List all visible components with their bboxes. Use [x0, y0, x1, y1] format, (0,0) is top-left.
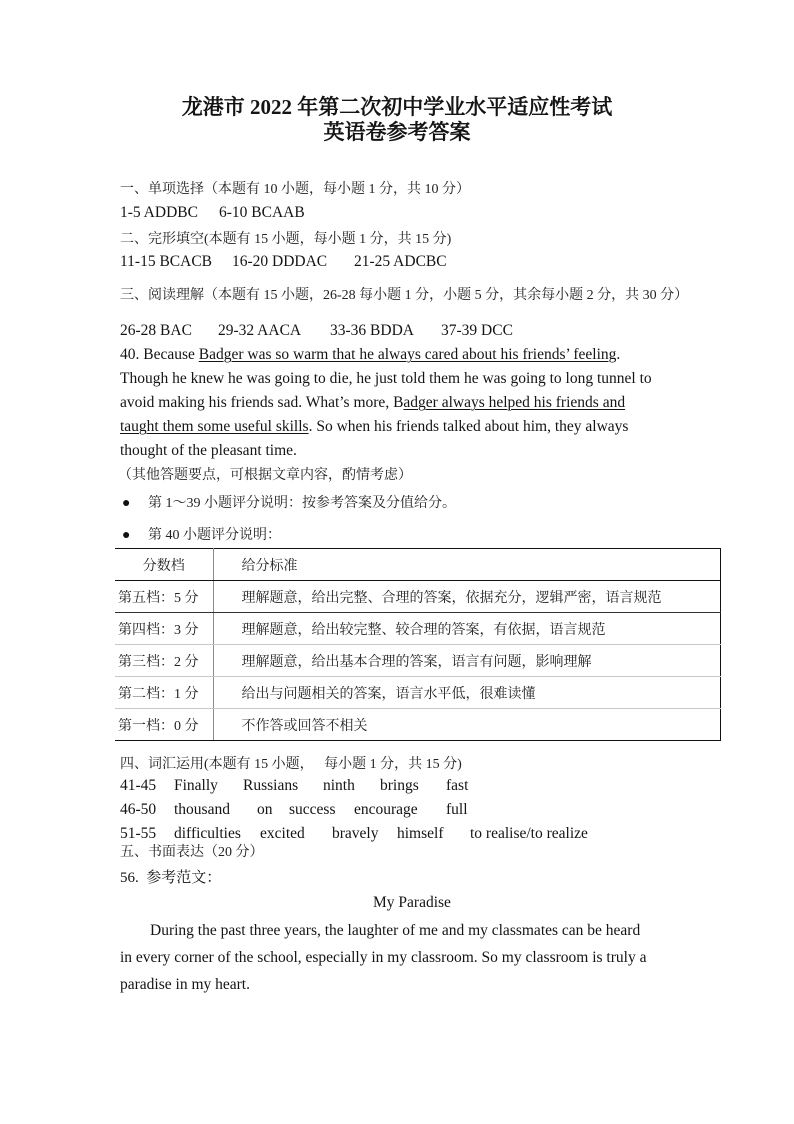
document-subtitle: 英语卷参考答案: [323, 120, 471, 144]
answer-word: himself: [397, 825, 444, 842]
q40-line: [120, 415, 680, 439]
q40-key-point: taught them some useful skills: [120, 418, 309, 435]
scoring-rubric-table: [115, 548, 721, 741]
bullet-icon: ●: [122, 528, 131, 543]
question-range: 46-50: [120, 801, 157, 818]
q40-line: thought of the pleasant time.: [120, 442, 297, 459]
answer-word: full: [446, 801, 468, 818]
score-level: 第三档：2 分: [115, 645, 213, 677]
q40-text: .: [616, 346, 621, 363]
answer-word: bravely: [332, 825, 379, 842]
score-criteria: 理解题意，给出基本合理的答案，语言有问题，影响理解: [213, 645, 720, 677]
scoring-note: [120, 527, 680, 545]
answer-group: 33-36 BDDA: [330, 322, 414, 339]
part4-heading: 四、词汇运用(本题有 15 小题， 每小题 1 分，共 15 分): [120, 757, 462, 772]
answer-word: on: [257, 801, 273, 818]
part3-heading: 三、阅读理解（本题有 15 小题，26-28 每小题 1 分，小题 5 分，其余每小题 2 分，共 30 分）: [120, 288, 689, 303]
score-level: 第五档：5 分: [115, 581, 213, 613]
q40-text: . So when his friends talked about him, they always: [308, 418, 629, 435]
score-level: 第四档：3 分: [115, 613, 213, 645]
answer-group: 11-15 BCACB: [120, 253, 213, 270]
question-56-label: 56. 参考范文：: [120, 870, 222, 886]
score-criteria: 理解题意，给出较完整、较合理的答案，有依据，语言规范: [213, 613, 720, 645]
table-row: [115, 709, 720, 741]
part5-heading: 五、书面表达（20 分）: [120, 845, 264, 860]
answer-group: 16-20 DDDAC: [232, 253, 328, 270]
answer-group: 29-32 AACA: [218, 322, 302, 339]
answer-word: thousand: [174, 801, 230, 818]
answer-group: 37-39 DCC: [441, 322, 513, 339]
part2-answers: [120, 252, 720, 272]
scoring-note-text: 第 40 小题评分说明：: [148, 528, 281, 543]
column-header-level: 分数档: [115, 549, 213, 581]
scoring-note: [120, 495, 680, 513]
q40-line: Though he knew he was going to die, he just told them he was going to long tunnel to: [120, 370, 652, 387]
score-criteria: 不作答或回答不相关: [213, 709, 720, 741]
part1-answers: [120, 203, 720, 223]
table-header-row: [115, 549, 720, 581]
score-level: 第二档：1 分: [115, 677, 213, 709]
answer-word: excited: [260, 825, 305, 842]
table-row: [115, 645, 720, 677]
scoring-note-text: 第 1～39 小题评分说明：按参考答案及分值给分。: [148, 496, 456, 511]
question-range: 51-55: [120, 825, 157, 842]
q40-note: （其他答题要点，可根据文章内容，酌情考虑）: [118, 468, 412, 483]
q40-line: [120, 343, 680, 367]
table-row: [115, 581, 720, 613]
vocab-answer-row: [120, 824, 720, 844]
essay-line: paradise in my heart.: [120, 976, 250, 993]
answer-word: ninth: [323, 777, 355, 794]
q40-text: 40. Because: [120, 346, 199, 363]
essay-line: During the past three years, the laughter of me and my classmates can be heard: [150, 922, 641, 939]
answer-group: 1-5 ADDBC: [120, 204, 198, 221]
answer-word: Russians: [243, 777, 299, 794]
answer-word: to realise/to realize: [470, 825, 588, 842]
part1-heading: 一、单项选择（本题有 10 小题，每小题 1 分，共 10 分）: [120, 182, 470, 197]
answer-word: Finally: [174, 777, 218, 794]
table-row: [115, 613, 720, 645]
score-level: 第一档：0 分: [115, 709, 213, 741]
part3-answers: [120, 321, 720, 341]
essay-body: [120, 917, 680, 998]
part2-heading: 二、完形填空(本题有 15 小题，每小题 1 分，共 15 分): [120, 232, 452, 247]
answer-word: encourage: [354, 801, 418, 818]
answer-word: difficulties: [174, 825, 241, 842]
answer-group: 21-25 ADCBC: [354, 253, 447, 270]
question-range: 41-45: [120, 777, 157, 794]
column-header-criteria: 给分标准: [213, 549, 720, 581]
answer-word: brings: [380, 777, 419, 794]
q40-key-point: Badger was so warm that he always cared about his friends’ feeling: [198, 346, 617, 363]
document-title: 龙港市 2022 年第二次初中学业水平适应性考试: [181, 95, 613, 119]
answer-word: fast: [446, 777, 469, 794]
vocab-answer-row: [120, 800, 720, 820]
q40-text: avoid making his friends sad. What’s more, B: [120, 394, 404, 411]
answer-group: 26-28 BAC: [120, 322, 192, 339]
q40-answer: [120, 343, 680, 463]
bullet-icon: ●: [122, 496, 131, 511]
table-row: [115, 677, 720, 709]
essay-line: in every corner of the school, especially in my classroom. So my classroom is truly a: [120, 949, 647, 966]
answer-word: success: [289, 801, 336, 818]
q40-key-point: adger always helped his friends and: [403, 394, 626, 411]
vocab-answer-row: [120, 776, 720, 796]
score-criteria: 给出与问题相关的答案，语言水平低，很难读懂: [213, 677, 720, 709]
score-criteria: 理解题意，给出完整、合理的答案，依据充分，逻辑严密，语言规范: [213, 581, 720, 613]
essay-title: My Paradise: [373, 894, 451, 911]
answer-group: 6-10 BCAAB: [219, 204, 305, 221]
q40-line: [120, 391, 680, 415]
